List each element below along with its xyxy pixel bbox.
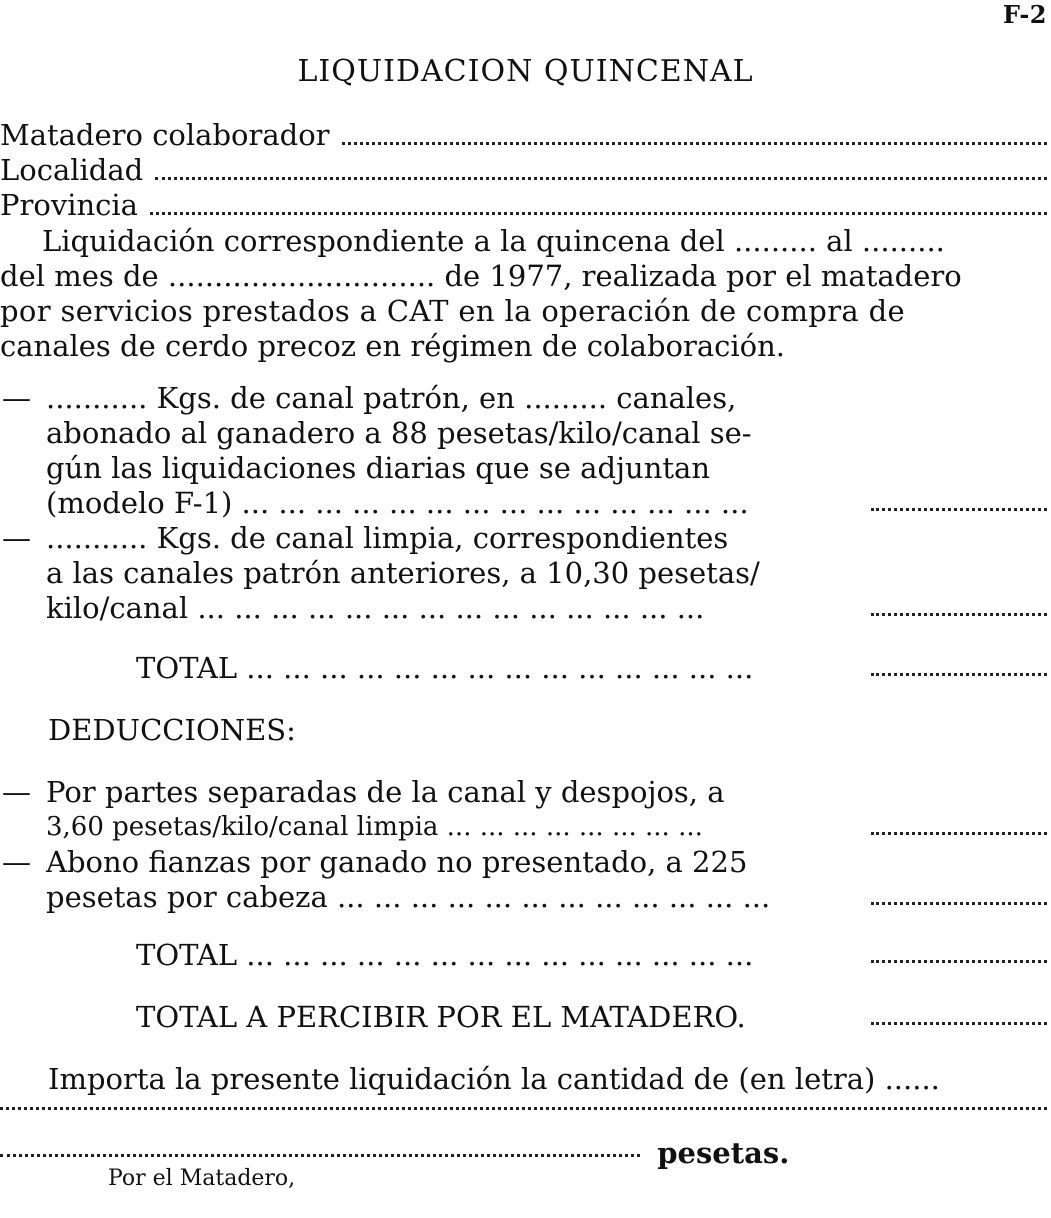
- item-line: gún las liquidaciones diarias que se adjuntan: [46, 451, 710, 485]
- item-dash: —: [2, 775, 31, 809]
- field-matadero-label: Matadero colaborador: [0, 118, 330, 152]
- field-provincia-label: Provincia: [0, 188, 138, 222]
- fill-line: [0, 1107, 1047, 1110]
- item-line: pesetas por cabeza ... ... ... ... ... ... ... ... ... ... ... ...: [46, 880, 771, 914]
- section-deducciones: DEDUCCIONES:: [48, 713, 296, 747]
- field-provincia: [0, 188, 1047, 222]
- pesetas-label: pesetas.: [657, 1136, 790, 1170]
- field-provincia-leader: [150, 212, 1047, 215]
- fill-line: [0, 1154, 640, 1157]
- item-line: kilo/canal ... ... ... ... ... ... ... ... ... ... ... ... ... ...: [46, 591, 705, 625]
- page-title: LIQUIDACION QUINCENAL: [297, 54, 754, 89]
- amount-blank: [871, 960, 1047, 963]
- item-line: 3,60 pesetas/kilo/canal limpia ... ... ... ... ... ... ... ...: [46, 812, 703, 842]
- item-dash: —: [2, 521, 31, 555]
- total-percibir: TOTAL A PERCIBIR POR EL MATADERO.: [136, 1000, 746, 1034]
- intro-line-2: del mes de ............................. de 1977, realizada por el matadero: [0, 259, 962, 293]
- pesetas-row: [0, 1136, 1051, 1170]
- total-line: TOTAL ... ... ... ... ... ... ... ... ... ... ... ... ... ...: [136, 651, 754, 685]
- amount-blank: [871, 1022, 1047, 1025]
- item-line: Por partes separadas de la canal y despojos, a: [46, 775, 725, 809]
- field-localidad-leader: [155, 177, 1047, 180]
- field-localidad-label: Localidad: [0, 153, 144, 187]
- item-dash: —: [2, 845, 31, 879]
- intro-line-3: por servicios prestados a CAT en la operación de compra de: [0, 294, 906, 328]
- item-line: Abono fianzas por ganado no presentado, a 225: [46, 845, 748, 879]
- field-matadero: [0, 118, 1047, 152]
- intro-line-4: canales de cerdo precoz en régimen de colaboración.: [0, 329, 786, 363]
- intro-line-1: Liquidación correspondiente a la quincena del ......... al .........: [42, 224, 945, 258]
- importa-line: Importa la presente liquidación la cantidad de (en letra) ......: [48, 1062, 940, 1096]
- amount-blank: [871, 508, 1047, 511]
- total-line: TOTAL ... ... ... ... ... ... ... ... ... ... ... ... ... ...: [136, 938, 754, 972]
- signature-label: Por el Matadero,: [108, 1166, 296, 1191]
- item-line: abonado al ganadero a 88 pesetas/kilo/canal se-: [46, 416, 752, 450]
- amount-blank: [871, 832, 1047, 835]
- field-localidad: [0, 153, 1047, 187]
- item-line: ........... Kgs. de canal patrón, en ......... canales,: [46, 381, 737, 415]
- amount-blank: [871, 902, 1047, 905]
- item-line: (modelo F-1) ... ... ... ... ... ... ... ... ... ... ... ... ... ...: [46, 486, 749, 520]
- item-line: a las canales patrón anteriores, a 10,30 pesetas/: [46, 556, 760, 590]
- amount-blank: [871, 613, 1047, 616]
- item-dash: —: [2, 381, 31, 415]
- form-code: F-2: [1002, 0, 1047, 29]
- item-line: ........... Kgs. de canal limpia, correspondientes: [46, 521, 729, 555]
- amount-blank: [871, 673, 1047, 676]
- field-matadero-leader: [342, 142, 1047, 145]
